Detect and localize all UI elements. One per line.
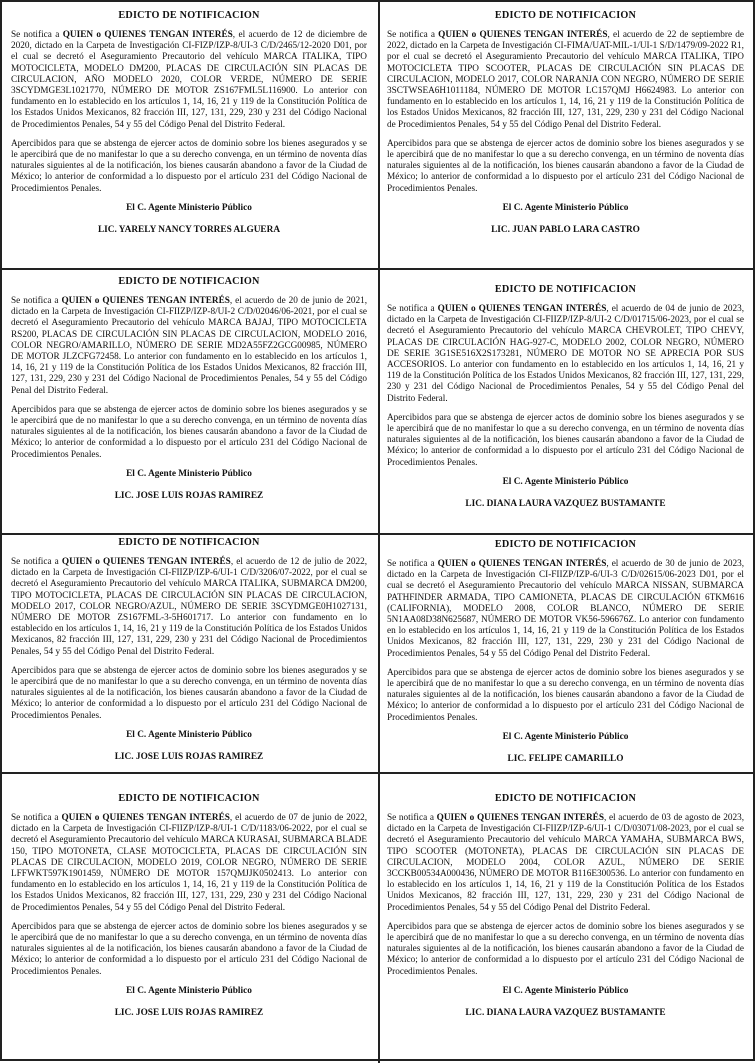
notice-lead: Se notifica a xyxy=(387,813,434,823)
notice-agent: El C. Agente Ministerio Público xyxy=(502,731,629,742)
notice-body-text: , el acuerdo de 22 de septiembre de 2022, dictado en la Carpeta de Investigación CI-FIMA/UAT-MIL-1/UI-1 S/D/1479/09-2022 R1, por el cual se decretó el Aseguramiento Precautorio del vehículo MARCA ITALIKA, TIPO MOTOCICLETA TIPO SCOOTER, PLACAS DE CIRCULACIÓN SIN PLACAS DE CIRCULACION, MODELO 2017, COLOR NARANJA CON NEGRO, NÚMERO DE SERIE 3SCTWSEA6H1011184, NÚMERO DE MOTOR LC157QMJ H6624983. Lo anterior con fundamento en lo establecido en los artículos 1, 14, 16, 21 y 119 de la Constitución Política de los Estados Unidos Mexicanos, 82 fracción III, 127, 131, 229, 230 y 231 del Código Nacional de Procedimientos Penales, 54 y 55 del Código Penal del Distrito Federal. xyxy=(387,30,745,130)
notice-3 xyxy=(2,276,376,529)
notice-body xyxy=(387,30,744,131)
notice-body xyxy=(11,296,367,397)
notice-lead: Se notifica a xyxy=(11,557,59,567)
notice-body-text: , el acuerdo de 04 de junio de 2023, dictado en la Carpeta de Investigación CI-FIIZP/IZP-8/UI-2 C/D/01715/06-2023, por el cual se decretó el Aseguramiento Precautorio del vehículo MARCA CHEVROLET, TIPO CHEVY, PLACAS DE CIRCULACIÓN HAG-927-C, MODELO 2002, COLOR NEGRO, NÚMERO DE SERIE 3G1SE516X2S173281, NÚMERO DE MOTOR NO SE APRECIA POR SUS ACCESORIOS. Lo anterior con fundamento en lo establecido en los artículos 1, 14, 16, 21 y 119 de la Constitución Política de los Estados Unidos Mexicanos, 82 fracción III, 127, 131, 229, 230 y 231 del Código Nacional de Procedimientos Penales, 54 y 55 del Código Penal del Distrito Federal. xyxy=(387,304,745,404)
notice-7 xyxy=(2,793,376,1059)
notice-agent: El C. Agente Ministerio Público xyxy=(502,985,629,996)
notice-body xyxy=(387,559,744,660)
notice-signer-name: LIC. JOSE LUIS ROJAS RAMIREZ xyxy=(114,490,264,501)
notice-body-text: , el acuerdo de 12 de julio de 2022, dictado en la Carpeta de Investigación CI-FIIZP/IZP-6/UI-1 C/D/3206/07-2022, por el cual se decretó el Aseguramiento Precautorio del vehículo MARCA ITALIKA, SUBMARCA DM200, TIPO MOTOCICLETA, PLACAS DE CIRCULACIÓN SIN PLACAS DE CIRCULACION, MODELO 2017, COLOR NEGRO/AZUL, NÚMERO DE SERIE 3SCYDMGE0H1027131, NÚMERO DE MOTOR ZS167FML-3-5H601717. Lo anterior con fundamento en lo establecido en los artículos 1, 14, 16, 21 y 119 de la Constitución Política de los Estados Unidos Mexicanos, 82 fracción III, 127, 131, 229, 230 y 231 del Código Nacional de Procedimientos Penales, 54 y 55 del Código Penal del Distrito Federal. xyxy=(11,557,368,657)
notice-8 xyxy=(378,793,753,1059)
row-divider xyxy=(2,772,755,774)
notice-signer-name: LIC. JOSE LUIS ROJAS RAMIREZ xyxy=(114,1007,264,1018)
notice-agent: El C. Agente Ministerio Público xyxy=(126,729,252,740)
row-divider xyxy=(2,533,755,535)
notice-agent: El C. Agente Ministerio Público xyxy=(126,202,252,213)
notice-title: EDICTO DE NOTIFICACIÓN xyxy=(118,537,260,548)
notice-body-text: , el acuerdo de 12 de diciembre de 2020, dictado en la Carpeta de Investigación CI-FIZP/IZP-8/UI-3 C/D/2465/12-2020 D01, por el cual se decretó el Aseguramiento Precautorio del vehículo MARCA ITALIKA, TIPO MOTOCICLETA, MODELO DM200, PLACAS DE CIRCULACIÓN SIN PLACAS DE CIRCULACION, AÑO MODELO 2020, COLOR VERDE, NÚMERO DE SERIE 3SCYDMGE3L1021770, NÚMERO DE MOTOR ZS167FML5L116900. Lo anterior con fundamento en lo establecido en los artículos 1, 14, 16, 21 y 119 de la Constitución Política de los Estados Unidos Mexicanos, 82 fracción III, 127, 131, 229, 230 y 231 del Código Nacional de Procedimientos Penales, 54 y 55 del Código Penal del Distrito Federal. xyxy=(11,30,368,130)
notice-party: QUIEN o QUIENES TENGAN INTERÉS xyxy=(438,30,608,40)
notice-party: QUIEN o QUIENES TENGAN INTERÉS xyxy=(61,296,230,306)
notice-body xyxy=(11,557,367,658)
notice-warning: Apercibidos para que se abstenga de ejercer actos de dominio sobre los bienes asegurados y se le apercibirá que de no manifestar lo que a su derecho convenga, en un término de noventa días naturales siguientes al de la notificación, los bienes causarán abandono a favor de la Ciudad de México; lo anterior de conformidad a lo dispuesto por el artículo 231 del Código Nacional de Procedimientos Penales. xyxy=(11,138,367,194)
notice-agent: El C. Agente Ministerio Público xyxy=(502,476,629,487)
notice-party: QUIEN o QUIENES TENGAN INTERÉS xyxy=(62,30,233,40)
notice-lead: Se notifica a xyxy=(387,304,435,314)
notice-agent: El C. Agente Ministerio Público xyxy=(126,468,252,479)
notice-party: QUIEN o QUIENES TENGAN INTERÉS xyxy=(437,304,607,314)
notice-signer-name: LIC. DIANA LAURA VAZQUEZ BUSTAMANTE xyxy=(465,1007,666,1018)
notice-signer-name: LIC. FELIPE CAMARILLO xyxy=(507,753,624,764)
notice-2 xyxy=(378,10,753,264)
notice-title: EDICTO DE NOTIFICACIÓN xyxy=(494,539,637,550)
notice-title: EDICTO DE NOTIFICACIÓN xyxy=(494,793,637,804)
notice-body-text: , el acuerdo de 20 de junio de 2021, dictado en la Carpeta de Investigación CI-FIIZP/IZP-8/UI-2 C/D/02046/06-2021, por el cual se decretó el Aseguramiento Precautorio del vehículo MARCA BAJAJ, TIPO MOTOCICLETA RS200, PLACAS DE CIRCULACIÓN SIN PLACAS DE CIRCULACION, MODELO 2016, COLOR NEGRO/AMARILLO, NÚMERO DE SERIE MD2A55FZ2GCG00985, NÚMERO DE MOTOR JLZCFG72458. Lo anterior con fundamento en lo establecido en los artículos 1, 14, 16, 21 y 119 de la Constitución Política de los Estados Unidos Mexicanos, 82 fracción III, 127, 131, 229, 230 y 231 del Código Nacional de Procedimientos Penales, 54 y 55 del Código Penal del Distrito Federal. xyxy=(11,296,368,396)
notice-title: EDICTO DE NOTIFICACIÓN xyxy=(118,793,260,804)
notice-warning: Apercibidos para que se abstenga de ejercer actos de dominio sobre los bienes asegurados y se le apercibirá que de no manifestar lo que a su derecho convenga, en un término de noventa días naturales siguientes al de la notificación, los bienes causarán abandono a favor de la Ciudad de México; lo anterior de conformidad a lo dispuesto por el artículo 231 del Código Nacional de Procedimientos Penales. xyxy=(387,138,744,194)
notice-lead: Se notifica a xyxy=(11,30,60,40)
notice-body xyxy=(387,304,744,405)
notice-title: EDICTO DE NOTIFICACIÓN xyxy=(494,10,637,21)
notice-lead: Se notifica a xyxy=(11,813,59,823)
notice-warning: Apercibidos para que se abstenga de ejercer actos de dominio sobre los bienes asegurados y se le apercibirá que de no manifestar lo que a su derecho convenga, en un término de noventa días naturales siguientes al de la notificación, los bienes causarán abandono a favor de la Ciudad de México; lo anterior de conformidad a lo dispuesto por el artículo 231 del Código Nacional de Procedimientos Penales. xyxy=(11,921,367,977)
notice-lead: Se notifica a xyxy=(387,559,435,569)
notice-party: QUIEN o QUIENES TENGAN INTERÉS xyxy=(436,813,604,823)
notice-body xyxy=(387,813,744,914)
notice-body-text: , el acuerdo de 07 de junio de 2022, dictado en la Carpeta de Investigación CI-FIIZP/IZP-8/UI-1 C/D/1183/06-2022, por el cual se decretó el Aseguramiento Precautorio del vehículo MARCA KURASAI, SUBMARCA BLADE 150, TIPO MOTONETA, CLASE MOTOCICLETA, PLACAS DE CIRCULACIÓN SIN PLACAS DE CIRCULACION, MODELO 2019, COLOR NEGRO, NÚMERO DE SERIE LFFWKT597K1901459, NÚMERO DE MOTOR 157QMJJK0502413. Lo anterior con fundamento en lo establecido en los artículos 1, 14, 16, 21 y 119 de la Constitución Política de los Estados Unidos Mexicanos, 82 fracción III, 127, 131, 229, 230 y 231 del Código Nacional de Procedimientos Penales, 54 y 55 del Código Penal del Distrito Federal. xyxy=(11,813,368,913)
notice-4 xyxy=(378,284,753,529)
notice-agent: El C. Agente Ministerio Público xyxy=(126,985,252,996)
notice-title: EDICTO DE NOTIFICACIÓN xyxy=(494,284,637,295)
notice-5 xyxy=(2,537,376,768)
notice-lead: Se notifica a xyxy=(11,296,59,306)
notice-warning: Apercibidos para que se abstenga de ejercer actos de dominio sobre los bienes asegurados y se le apercibirá que de no manifestar lo que a su derecho convenga, en un término de noventa días naturales siguientes al de la notificación, los bienes causarán abandono a favor de la Ciudad de México; lo anterior de conformidad a lo dispuesto por el artículo 231 del Código Nacional de Procedimientos Penales. xyxy=(387,667,744,723)
notice-signer-name: LIC. YARELY NANCY TORRES ALGUERA xyxy=(97,224,281,235)
notice-party: QUIEN o QUIENES TENGAN INTERÉS xyxy=(61,557,231,567)
notice-signer-name: LIC. DIANA LAURA VAZQUEZ BUSTAMANTE xyxy=(465,498,666,509)
notice-agent: El C. Agente Ministerio Público xyxy=(502,202,629,213)
notice-1 xyxy=(2,10,376,264)
notice-title: EDICTO DE NOTIFICACIÓN xyxy=(118,10,260,21)
notice-party: QUIEN o QUIENES TENGAN INTERÉS xyxy=(61,813,230,823)
notice-body-text: , el acuerdo de 03 de agosto de 2023, dictado en la Carpeta de Investigación CI-FIIZP/IZP-6/UI-1 C/D/03071/08-2023, por el cual se decretó el Aseguramiento Precautorio del vehículo MARCA YAMAHA, SUBMARCA BWS, TIPO SCOOTER (MOTONETA), PLACAS DE CIRCULACIÓN SIN PLACAS DE CIRCULACION, MODELO 2004, COLOR AZUL, NÚMERO DE SERIE 3CCKB00534A000436, NÚMERO DE MOTOR B116E300536. Lo anterior con fundamento en lo establecido en los artículos 1, 14, 16, 21 y 119 de la Constitución Política de los Estados Unidos Mexicanos, 82 fracción III, 127, 131, 229, 230 y 231 del Código Nacional de Procedimientos Penales, 54 y 55 del Código Penal del Distrito Federal. xyxy=(387,813,745,913)
notice-title: EDICTO DE NOTIFICACIÓN xyxy=(118,276,260,287)
notice-warning: Apercibidos para que se abstenga de ejercer actos de dominio sobre los bienes asegurados y se le apercibirá que de no manifestar lo que a su derecho convenga, en un término de noventa días naturales siguientes al de la notificación, los bienes causarán abandono a favor de la Ciudad de México; lo anterior de conformidad a lo dispuesto por el artículo 231 del Código Nacional de Procedimientos Penales. xyxy=(11,404,367,460)
notice-body xyxy=(11,30,367,131)
notice-6 xyxy=(378,539,753,768)
row-divider xyxy=(2,268,755,270)
notice-warning: Apercibidos para que se abstenga de ejercer actos de dominio sobre los bienes asegurados y se le apercibirá que de no manifestar lo que a su derecho convenga, en un término de noventa días naturales siguientes al de la notificación, los bienes causarán abandono a favor de la Ciudad de México; lo anterior de conformidad a lo dispuesto por el artículo 231 del Código Nacional de Procedimientos Penales. xyxy=(11,665,367,721)
notice-warning: Apercibidos para que se abstenga de ejercer actos de dominio sobre los bienes asegurados y se le apercibirá que de no manifestar lo que a su derecho convenga, en un término de noventa días naturales siguientes al de la notificación, los bienes causarán abandono a favor de la Ciudad de México; lo anterior de conformidad a lo dispuesto por el artículo 231 del Código Nacional de Procedimientos Penales. xyxy=(387,921,744,977)
notice-body-text: , el acuerdo de 30 de junio de 2023, dictado en la Carpeta de Investigación CI-FIIZP/IZP-6/UI-3 C/D/02615/06-2023 D01, por el cual se decretó el Aseguramiento Precautorio del vehículo MARCA NISSAN, SUBMARCA PATHFINDER ARMADA, TIPO CAMIONETA, PLACAS DE CIRCULACIÓN 6TKM616 (CALIFORNIA), MODELO 2008, COLOR BLANCO, NÚMERO DE SERIE 5N1AA08D38N625687, NÚMERO DE MOTOR VK56-596676Z. Lo anterior con fundamento en lo establecido en los artículos 1, 14, 16, 21 y 119 de la Constitución Política de los Estados Unidos Mexicanos, 82 fracción III, 127, 131, 229, 230 y 231 del Código Nacional de Procedimientos Penales, 54 y 55 del Código Penal del Distrito Federal. xyxy=(387,559,745,659)
notice-lead: Se notifica a xyxy=(387,30,435,40)
notice-warning: Apercibidos para que se abstenga de ejercer actos de dominio sobre los bienes asegurados y se le apercibirá que de no manifestar lo que a su derecho convenga, en un término de noventa días naturales siguientes al de la notificación, los bienes causarán abandono a favor de la Ciudad de México; lo anterior de conformidad a lo dispuesto por el artículo 231 del Código Nacional de Procedimientos Penales. xyxy=(387,412,744,468)
notice-body xyxy=(11,813,367,914)
notice-signer-name: LIC. JUAN PABLO LARA CASTRO xyxy=(491,224,640,235)
notice-party: QUIEN o QUIENES TENGAN INTERÉS xyxy=(437,559,607,569)
notice-signer-name: LIC. JOSE LUIS ROJAS RAMIREZ xyxy=(114,751,264,762)
